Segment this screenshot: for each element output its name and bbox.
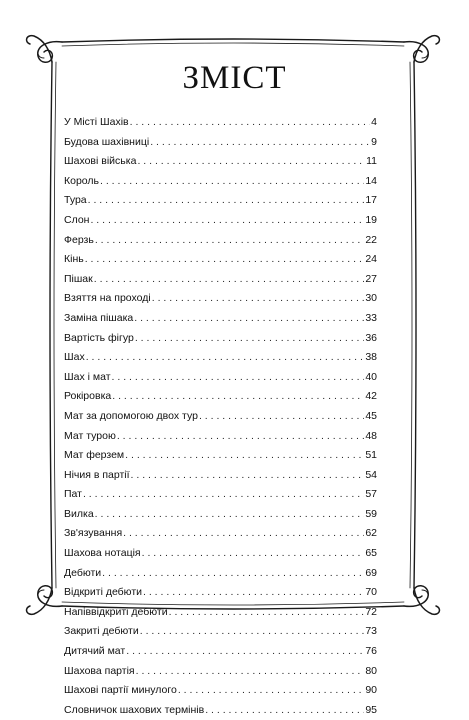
toc-entry-page: 69 — [365, 566, 377, 579]
toc-entry-label: Пішак — [64, 272, 93, 285]
toc-entry-label: Рокіровка — [64, 390, 112, 403]
toc-entry-label: Ферзь — [64, 233, 94, 246]
dot-leader — [123, 524, 364, 544]
dot-leader — [94, 270, 365, 290]
toc-entry-label: Вилка — [64, 507, 94, 520]
toc-entry[interactable] — [64, 309, 377, 329]
toc-entry-label: Мат ферзем — [64, 449, 125, 462]
toc-entry-page: 17 — [365, 194, 377, 207]
toc-entry-label: Шахова партія — [64, 664, 135, 677]
toc-entry[interactable] — [64, 681, 377, 701]
toc-entry[interactable] — [64, 113, 377, 133]
toc-entry-label: Будова шахівниці — [64, 135, 150, 148]
toc-entry[interactable] — [64, 622, 377, 642]
dot-leader — [86, 348, 365, 368]
toc-entry-page: 36 — [365, 331, 377, 344]
toc-entry[interactable] — [64, 485, 377, 505]
toc-entry-label: Пат — [64, 488, 82, 501]
toc-entry[interactable] — [64, 583, 377, 603]
dot-leader — [90, 211, 364, 231]
table-of-contents — [64, 113, 377, 720]
dot-leader — [169, 603, 365, 623]
dot-leader — [130, 113, 371, 133]
toc-entry-label: Відкриті дебюти — [64, 586, 143, 599]
toc-entry[interactable] — [64, 701, 377, 720]
toc-entry[interactable] — [64, 564, 377, 584]
toc-entry-page: 59 — [365, 507, 377, 520]
dot-leader — [134, 309, 364, 329]
toc-entry-page: 40 — [365, 370, 377, 383]
toc-entry-page: 62 — [365, 527, 377, 540]
toc-entry[interactable] — [64, 172, 377, 192]
corner-scroll-top-right — [404, 36, 439, 63]
toc-entry[interactable] — [64, 427, 377, 447]
toc-entry[interactable] — [64, 387, 377, 407]
toc-entry-page: 80 — [365, 664, 377, 677]
dot-leader — [126, 642, 364, 662]
toc-entry-label: Дитячий мат — [64, 645, 126, 658]
toc-entry-label: Шахові партії минулого — [64, 684, 177, 697]
toc-entry-page: 70 — [365, 586, 377, 599]
toc-entry[interactable] — [64, 152, 377, 172]
toc-entry-page: 48 — [365, 429, 377, 442]
toc-entry-label: Шах і мат — [64, 370, 111, 383]
dot-leader — [85, 250, 365, 270]
page-title: ЗМІСТ — [182, 60, 287, 96]
toc-entry-page: 57 — [365, 488, 377, 501]
dot-leader — [178, 681, 365, 701]
dot-leader — [95, 231, 364, 251]
dot-leader — [83, 485, 364, 505]
toc-entry-page: 19 — [365, 213, 377, 226]
toc-entry-label: Мат за допомогою двох тур — [64, 409, 198, 422]
corner-scroll-top-left — [27, 36, 62, 63]
toc-entry-label: Тура — [64, 194, 87, 207]
toc-entry[interactable] — [64, 211, 377, 231]
toc-entry[interactable] — [64, 289, 377, 309]
toc-entry-label: У Місті Шахів — [64, 116, 129, 128]
corner-scroll-bottom-left — [27, 586, 62, 615]
toc-entry-page: 45 — [365, 409, 377, 422]
dot-leader — [205, 701, 364, 720]
toc-entry-page: 54 — [365, 468, 377, 481]
toc-entry[interactable] — [64, 329, 377, 349]
dot-leader — [112, 368, 365, 388]
toc-entry-label: Мат турою — [64, 429, 116, 442]
toc-entry-page: 14 — [365, 174, 377, 187]
dot-leader — [135, 329, 364, 349]
dot-leader — [100, 172, 364, 192]
dot-leader — [137, 152, 365, 172]
dot-leader — [143, 583, 364, 603]
toc-entry-page: 38 — [365, 351, 377, 364]
toc-entry-page: 72 — [365, 605, 377, 618]
dot-leader — [131, 466, 365, 486]
toc-entry[interactable] — [64, 231, 377, 251]
toc-entry-page: 90 — [365, 684, 377, 697]
toc-entry[interactable] — [64, 446, 377, 466]
toc-entry-page: 33 — [365, 311, 377, 324]
toc-entry-page: 24 — [365, 253, 377, 266]
toc-entry[interactable] — [64, 603, 377, 623]
toc-entry-label: Словничок шахових термінів — [64, 703, 205, 716]
toc-entry[interactable] — [64, 524, 377, 544]
toc-entry-label: Шахові війська — [64, 155, 137, 168]
dot-leader — [112, 387, 364, 407]
toc-entry-page: 11 — [366, 155, 377, 168]
toc-entry-label: Заміна пішака — [64, 311, 134, 324]
toc-entry[interactable] — [64, 133, 377, 153]
toc-entry-page: 4 — [371, 116, 377, 128]
dot-leader — [199, 407, 364, 427]
toc-entry[interactable] — [64, 505, 377, 525]
dot-leader — [136, 662, 365, 682]
toc-entry-label: Король — [64, 174, 100, 187]
toc-entry-page: 65 — [365, 547, 377, 560]
toc-entry[interactable] — [64, 662, 377, 682]
corner-scroll-bottom-right — [404, 586, 439, 615]
toc-entry-label: Закриті дебюти — [64, 625, 139, 638]
dot-leader — [125, 446, 364, 466]
toc-entry-page: 27 — [365, 272, 377, 285]
toc-entry[interactable] — [64, 270, 377, 290]
toc-entry-page: 30 — [365, 292, 377, 305]
dot-leader — [117, 427, 364, 447]
dot-leader — [95, 505, 365, 525]
toc-entry-page: 42 — [365, 390, 377, 403]
toc-entry[interactable] — [64, 250, 377, 270]
toc-entry-page: 73 — [365, 625, 377, 638]
toc-entry-page: 95 — [365, 703, 377, 716]
toc-entry-page: 9 — [371, 135, 377, 148]
toc-entry[interactable] — [64, 466, 377, 486]
toc-entry-label: Дебюти — [64, 566, 102, 579]
toc-entry-label: Напіввідкриті дебюти — [64, 605, 168, 618]
toc-entry-page: 51 — [365, 449, 377, 462]
toc-entry-label: Вартість фігур — [64, 331, 134, 344]
toc-entry-label: Зв'язування — [64, 527, 123, 540]
toc-entry-page: 22 — [365, 233, 377, 246]
dot-leader — [140, 622, 365, 642]
toc-entry-label: Кінь — [64, 253, 84, 266]
dot-leader — [88, 191, 365, 211]
toc-entry-label: Шахова нотація — [64, 547, 141, 560]
toc-entry-page: 76 — [365, 645, 377, 658]
toc-entry-label: Взяття на проході — [64, 292, 151, 305]
toc-entry[interactable] — [64, 348, 377, 368]
dot-leader — [150, 133, 370, 153]
toc-entry-label: Слон — [64, 213, 90, 226]
toc-entry-label: Шах — [64, 351, 85, 364]
toc-entry[interactable] — [64, 191, 377, 211]
dot-leader — [102, 564, 364, 584]
toc-entry[interactable] — [64, 368, 377, 388]
toc-entry[interactable] — [64, 642, 377, 662]
toc-entry-label: Нічия в партії — [64, 468, 130, 481]
toc-entry[interactable] — [64, 544, 377, 564]
dot-leader — [142, 544, 365, 564]
toc-entry[interactable] — [64, 407, 377, 427]
dot-leader — [152, 289, 365, 309]
